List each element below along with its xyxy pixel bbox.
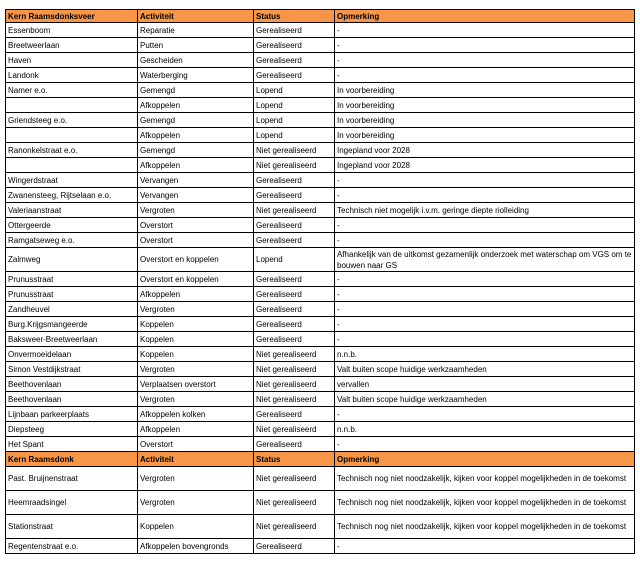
status-cell: Lopend	[254, 98, 335, 113]
kern-cell: Landonk	[6, 68, 138, 83]
table-row	[6, 83, 635, 98]
header-kern: Kern Raamsdonk	[6, 452, 138, 467]
opmerking-cell: -	[335, 68, 635, 83]
status-cell: Gerealiseerd	[254, 539, 335, 554]
kern-cell: Zwanensteeg, Rijtselaan e.o.	[6, 188, 138, 203]
status-cell: Gerealiseerd	[254, 218, 335, 233]
table-row	[6, 233, 635, 248]
header-activiteit: Activiteit	[138, 452, 254, 467]
kern-cell: Prunusstraat	[6, 272, 138, 287]
kern-cell: Zandheuvel	[6, 302, 138, 317]
table-row	[6, 515, 635, 539]
status-cell: Gerealiseerd	[254, 188, 335, 203]
table-row	[6, 188, 635, 203]
opmerking-cell: Valt buiten scope huidige werkzaamheden	[335, 362, 635, 377]
activiteit-cell: Gescheiden	[138, 53, 254, 68]
status-cell: Niet gerealiseerd	[254, 347, 335, 362]
kern-cell: Burg.Krijgsmangeerde	[6, 317, 138, 332]
table-row	[6, 287, 635, 302]
kern-cell: Regentenstraat e.o.	[6, 539, 138, 554]
activiteit-cell: Vervangen	[138, 188, 254, 203]
status-cell: Gerealiseerd	[254, 38, 335, 53]
table-row	[6, 407, 635, 422]
activiteit-cell: Putten	[138, 38, 254, 53]
kern-cell: Prunusstraat	[6, 287, 138, 302]
activiteit-cell: Koppelen	[138, 515, 254, 539]
kern-cell: Baksweer-Breetweerlaan	[6, 332, 138, 347]
header-status: Status	[254, 452, 335, 467]
kern-cell: Ramgatseweg e.o.	[6, 233, 138, 248]
opmerking-cell: -	[335, 539, 635, 554]
kern-cell: Het Spant	[6, 437, 138, 452]
status-cell: Gerealiseerd	[254, 23, 335, 38]
opmerking-cell: n.n.b.	[335, 422, 635, 437]
kern-cell: Valeriaanstraat	[6, 203, 138, 218]
table-row	[6, 38, 635, 53]
status-cell: Gerealiseerd	[254, 287, 335, 302]
activiteit-cell: Vergroten	[138, 203, 254, 218]
table-row	[6, 437, 635, 452]
opmerking-cell: n.n.b.	[335, 347, 635, 362]
table-row	[6, 218, 635, 233]
kern-cell	[6, 128, 138, 143]
opmerking-cell: Ingepland voor 2028	[335, 158, 635, 173]
header-opmerking: Opmerking	[335, 452, 635, 467]
activiteit-cell: Afkoppelen bovengronds	[138, 539, 254, 554]
table-row	[6, 467, 635, 491]
opmerking-cell: -	[335, 53, 635, 68]
status-cell: Niet gerealiseerd	[254, 491, 335, 515]
status-cell: Gerealiseerd	[254, 173, 335, 188]
activiteit-cell: Afkoppelen	[138, 98, 254, 113]
status-cell: Niet gerealiseerd	[254, 377, 335, 392]
table-row	[6, 53, 635, 68]
status-cell: Lopend	[254, 248, 335, 272]
table-row	[6, 113, 635, 128]
kern-cell: Ranonkelstraat e.o.	[6, 143, 138, 158]
status-cell: Lopend	[254, 113, 335, 128]
status-cell: Niet gerealiseerd	[254, 362, 335, 377]
opmerking-cell: In voorbereiding	[335, 83, 635, 98]
status-cell: Niet gerealiseerd	[254, 392, 335, 407]
table-row	[6, 23, 635, 38]
table-row	[6, 332, 635, 347]
status-cell: Gerealiseerd	[254, 302, 335, 317]
table-header-row	[6, 10, 635, 23]
activiteit-cell: Reparatie	[138, 23, 254, 38]
activiteit-cell: Koppelen	[138, 317, 254, 332]
kern-cell: Beethovenlaan	[6, 377, 138, 392]
table-row	[6, 362, 635, 377]
opmerking-cell: Technisch nog niet noodzakelijk, kijken voor koppel mogelijkheden in de toekomst	[335, 467, 635, 491]
status-cell: Niet gerealiseerd	[254, 158, 335, 173]
kern-cell: Ottergeerde	[6, 218, 138, 233]
kern-cell: Beethovenlaan	[6, 392, 138, 407]
activiteit-cell: Vergroten	[138, 392, 254, 407]
activiteit-cell: Waterberging	[138, 68, 254, 83]
opmerking-cell: In voorbereiding	[335, 98, 635, 113]
kern-cell: Breetweerlaan	[6, 38, 138, 53]
activiteit-cell: Verplaatsen overstort	[138, 377, 254, 392]
opmerking-cell: -	[335, 332, 635, 347]
opmerking-cell: In voorbereiding	[335, 113, 635, 128]
kern-cell: Diepsteeg	[6, 422, 138, 437]
table-row	[6, 539, 635, 554]
activiteit-cell: Vergroten	[138, 491, 254, 515]
activiteit-cell: Overstort	[138, 437, 254, 452]
opmerking-cell: -	[335, 233, 635, 248]
table-row	[6, 158, 635, 173]
opmerking-cell: -	[335, 407, 635, 422]
activiteit-cell: Vergroten	[138, 302, 254, 317]
status-cell: Gerealiseerd	[254, 437, 335, 452]
header-status: Status	[254, 10, 335, 23]
status-cell: Gerealiseerd	[254, 233, 335, 248]
opmerking-cell: Technisch nog niet noodzakelijk, kijken voor koppel mogelijkheden in de toekomst	[335, 515, 635, 539]
kern-cell	[6, 158, 138, 173]
activiteit-cell: Overstort	[138, 233, 254, 248]
status-cell: Niet gerealiseerd	[254, 422, 335, 437]
kern-cell: Onvermoeidelaan	[6, 347, 138, 362]
activiteit-cell: Vergroten	[138, 467, 254, 491]
opmerking-cell: Ingepland voor 2028	[335, 143, 635, 158]
activiteit-cell: Gemengd	[138, 143, 254, 158]
kern-cell: Stationstraat	[6, 515, 138, 539]
status-cell: Gerealiseerd	[254, 407, 335, 422]
table-header-row	[6, 452, 635, 467]
opmerking-cell: -	[335, 218, 635, 233]
table-row	[6, 248, 635, 272]
opmerking-cell: In voorbereiding	[335, 128, 635, 143]
table-row	[6, 272, 635, 287]
opmerking-cell: -	[335, 317, 635, 332]
status-cell: Niet gerealiseerd	[254, 467, 335, 491]
kern-cell	[6, 98, 138, 113]
header-kern: Kern Raamsdonksveer	[6, 10, 138, 23]
kern-cell: Simon Vestdijkstraat	[6, 362, 138, 377]
kern-cell: Griendsteeg e.o.	[6, 113, 138, 128]
opmerking-cell: vervallen	[335, 377, 635, 392]
table-row	[6, 392, 635, 407]
kern-cell: Wingerdstraat	[6, 173, 138, 188]
kern-cell: Essenboom	[6, 23, 138, 38]
status-cell: Niet gerealiseerd	[254, 515, 335, 539]
activiteit-cell: Afkoppelen kolken	[138, 407, 254, 422]
table-row	[6, 377, 635, 392]
activiteit-cell: Koppelen	[138, 332, 254, 347]
status-cell: Gerealiseerd	[254, 53, 335, 68]
header-activiteit: Activiteit	[138, 10, 254, 23]
table-row	[6, 98, 635, 113]
activiteit-cell: Vergroten	[138, 362, 254, 377]
opmerking-cell: -	[335, 302, 635, 317]
status-cell: Niet gerealiseerd	[254, 203, 335, 218]
activiteit-cell: Overstort en koppelen	[138, 248, 254, 272]
activiteit-cell: Afkoppelen	[138, 128, 254, 143]
kern-cell: Namer e.o.	[6, 83, 138, 98]
activiteit-cell: Afkoppelen	[138, 158, 254, 173]
activiteit-cell: Gemengd	[138, 113, 254, 128]
status-cell: Lopend	[254, 128, 335, 143]
opmerking-cell: -	[335, 23, 635, 38]
activiteit-cell: Gemengd	[138, 83, 254, 98]
table-row	[6, 347, 635, 362]
table-row	[6, 203, 635, 218]
activiteit-cell: Afkoppelen	[138, 422, 254, 437]
opmerking-cell: -	[335, 173, 635, 188]
kern-cell: Zalmweg	[6, 248, 138, 272]
kern-cell: Heemraadsingel	[6, 491, 138, 515]
status-cell: Gerealiseerd	[254, 317, 335, 332]
opmerking-cell: -	[335, 437, 635, 452]
table-row	[6, 422, 635, 437]
kern-cell: Past. Bruijnenstraat	[6, 467, 138, 491]
measures-table	[5, 9, 635, 554]
opmerking-cell: Technisch nog niet noodzakelijk, kijken voor koppel mogelijkheden in de toekomst	[335, 491, 635, 515]
status-cell: Gerealiseerd	[254, 68, 335, 83]
activiteit-cell: Overstort	[138, 218, 254, 233]
opmerking-cell: -	[335, 188, 635, 203]
table-row	[6, 302, 635, 317]
table-row	[6, 173, 635, 188]
opmerking-cell: Technisch niet mogelijk i.v.m. geringe diepte riolleiding	[335, 203, 635, 218]
kern-cell: Haven	[6, 53, 138, 68]
status-cell: Gerealiseerd	[254, 332, 335, 347]
activiteit-cell: Afkoppelen	[138, 287, 254, 302]
opmerking-cell: -	[335, 38, 635, 53]
table-row	[6, 128, 635, 143]
document-page	[5, 9, 635, 554]
table-row	[6, 68, 635, 83]
status-cell: Niet gerealiseerd	[254, 143, 335, 158]
table-row	[6, 491, 635, 515]
opmerking-cell: Valt buiten scope huidige werkzaamheden	[335, 392, 635, 407]
opmerking-cell: -	[335, 272, 635, 287]
status-cell: Lopend	[254, 83, 335, 98]
activiteit-cell: Vervangen	[138, 173, 254, 188]
opmerking-cell: Afhankelijk van de uitkomst gezamenlijk onderzoek met waterschap om VGS om te bouwen naar GS	[335, 248, 635, 272]
table-row	[6, 317, 635, 332]
status-cell: Gerealiseerd	[254, 272, 335, 287]
activiteit-cell: Koppelen	[138, 347, 254, 362]
opmerking-cell: -	[335, 287, 635, 302]
kern-cell: Lijnbaan parkeerplaats	[6, 407, 138, 422]
header-opmerking: Opmerking	[335, 10, 635, 23]
table-row	[6, 143, 635, 158]
activiteit-cell: Overstort en koppelen	[138, 272, 254, 287]
